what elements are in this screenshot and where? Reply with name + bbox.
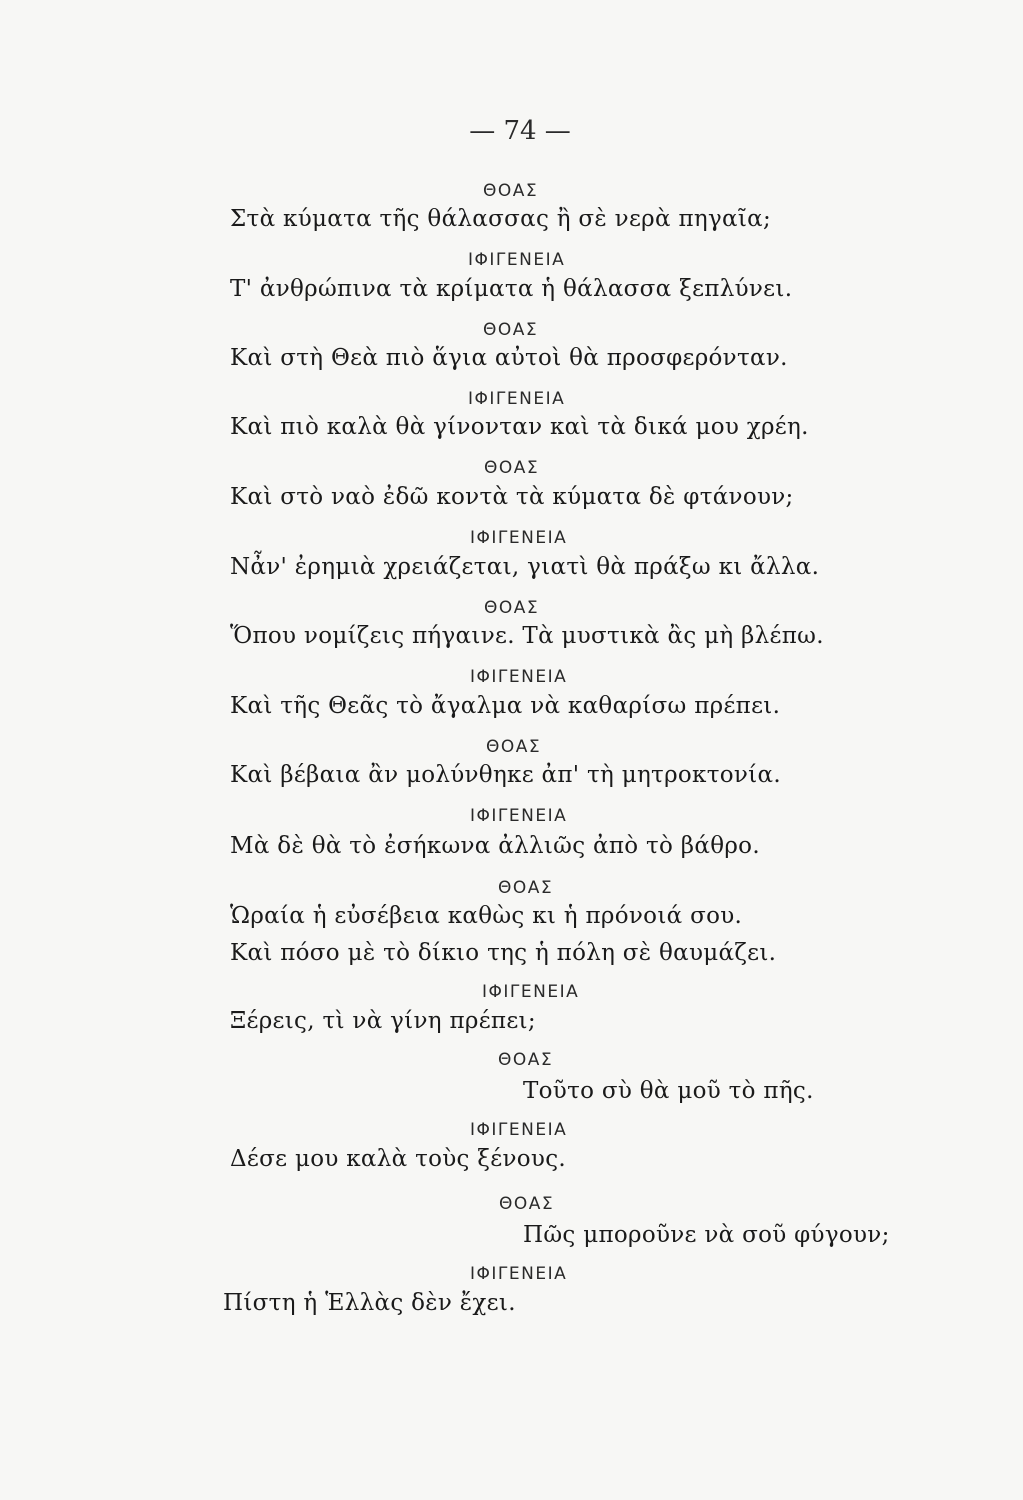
verse-line: Καὶ πιὸ καλὰ θὰ γίνονταν καὶ τὰ δικά μου χρέη.	[230, 414, 809, 440]
verse-line: Καὶ βέβαια ἂν μολύνθηκε ἀπ' τὴ μητροκτονία.	[230, 762, 781, 788]
speaker-label: ΙΦΙΓΕΝΕΙΑ	[470, 667, 568, 687]
verse-line: Ὅπου νομίζεις πήγαινε. Τὰ μυστικὰ ἂς μὴ βλέπω.	[230, 623, 824, 649]
verse-line: Τ' ἀνθρώπινα τὰ κρίματα ἡ θάλασσα ξεπλύνει.	[230, 276, 793, 302]
speaker-label: ΘΟΑΣ	[498, 1050, 554, 1070]
verse-line: Καὶ τῆς Θεᾶς τὸ ἄγαλμα νὰ καθαρίσω πρέπει.	[230, 693, 781, 719]
verse-line: Ὡραία ἡ εὐσέβεια καθὼς κι ἡ πρόνοιά σου.	[230, 903, 743, 929]
speaker-label: ΙΦΙΓΕΝΕΙΑ	[470, 528, 568, 548]
speaker-label: ΘΟΑΣ	[498, 878, 554, 898]
verse-line: Μὰ δὲ θὰ τὸ ἐσήκωνα ἀλλιῶς ἀπὸ τὸ βάθρο.	[230, 833, 760, 859]
speaker-label: ΘΟΑΣ	[484, 598, 540, 618]
verse-line: Καὶ πόσο μὲ τὸ δίκιο της ἡ πόλη σὲ θαυμάζει.	[230, 940, 777, 966]
speaker-label: ΘΟΑΣ	[483, 181, 539, 201]
verse-line: Πίστη ἡ Ἑλλὰς δὲν ἔχει.	[223, 1290, 516, 1316]
speaker-label: ΙΦΙΓΕΝΕΙΑ	[468, 389, 566, 409]
speaker-label: ΙΦΙΓΕΝΕΙΑ	[470, 1120, 568, 1140]
verse-line: Ξέρεις, τὶ νὰ γίνη πρέπει;	[230, 1008, 536, 1034]
speaker-label: ΘΟΑΣ	[483, 320, 539, 340]
verse-line: Τοῦτο σὺ θὰ μοῦ τὸ πῆς.	[523, 1078, 814, 1104]
verse-line: Νἆν' ἐρημιὰ χρειάζεται, γιατὶ θὰ πράξω κι ἄλλα.	[230, 554, 820, 580]
speaker-label: ΙΦΙΓΕΝΕΙΑ	[468, 250, 566, 270]
verse-line: Καὶ στὸ ναὸ ἐδῶ κοντὰ τὰ κύματα δὲ φτάνουν;	[230, 484, 794, 510]
verse-line: Πῶς μποροῦνε νὰ σοῦ φύγουν;	[523, 1222, 890, 1248]
speaker-label: ΙΦΙΓΕΝΕΙΑ	[470, 806, 568, 826]
page-number: — 74 —	[469, 116, 571, 146]
speaker-label: ΘΟΑΣ	[484, 458, 540, 478]
verse-line: Καὶ στὴ Θεὰ πιὸ ἅγια αὐτοὶ θὰ προσφερόνταν.	[230, 345, 788, 371]
speaker-label: ΘΟΑΣ	[486, 737, 542, 757]
speaker-label: ΙΦΙΓΕΝΕΙΑ	[470, 1264, 568, 1284]
speaker-label: ΙΦΙΓΕΝΕΙΑ	[482, 982, 580, 1002]
verse-line: Δέσε μου καλὰ τοὺς ξένους.	[230, 1146, 566, 1172]
speaker-label: ΘΟΑΣ	[499, 1194, 555, 1214]
verse-line: Στὰ κύματα τῆς θάλασσας ἢ σὲ νερὰ πηγαῖα;	[230, 206, 772, 232]
